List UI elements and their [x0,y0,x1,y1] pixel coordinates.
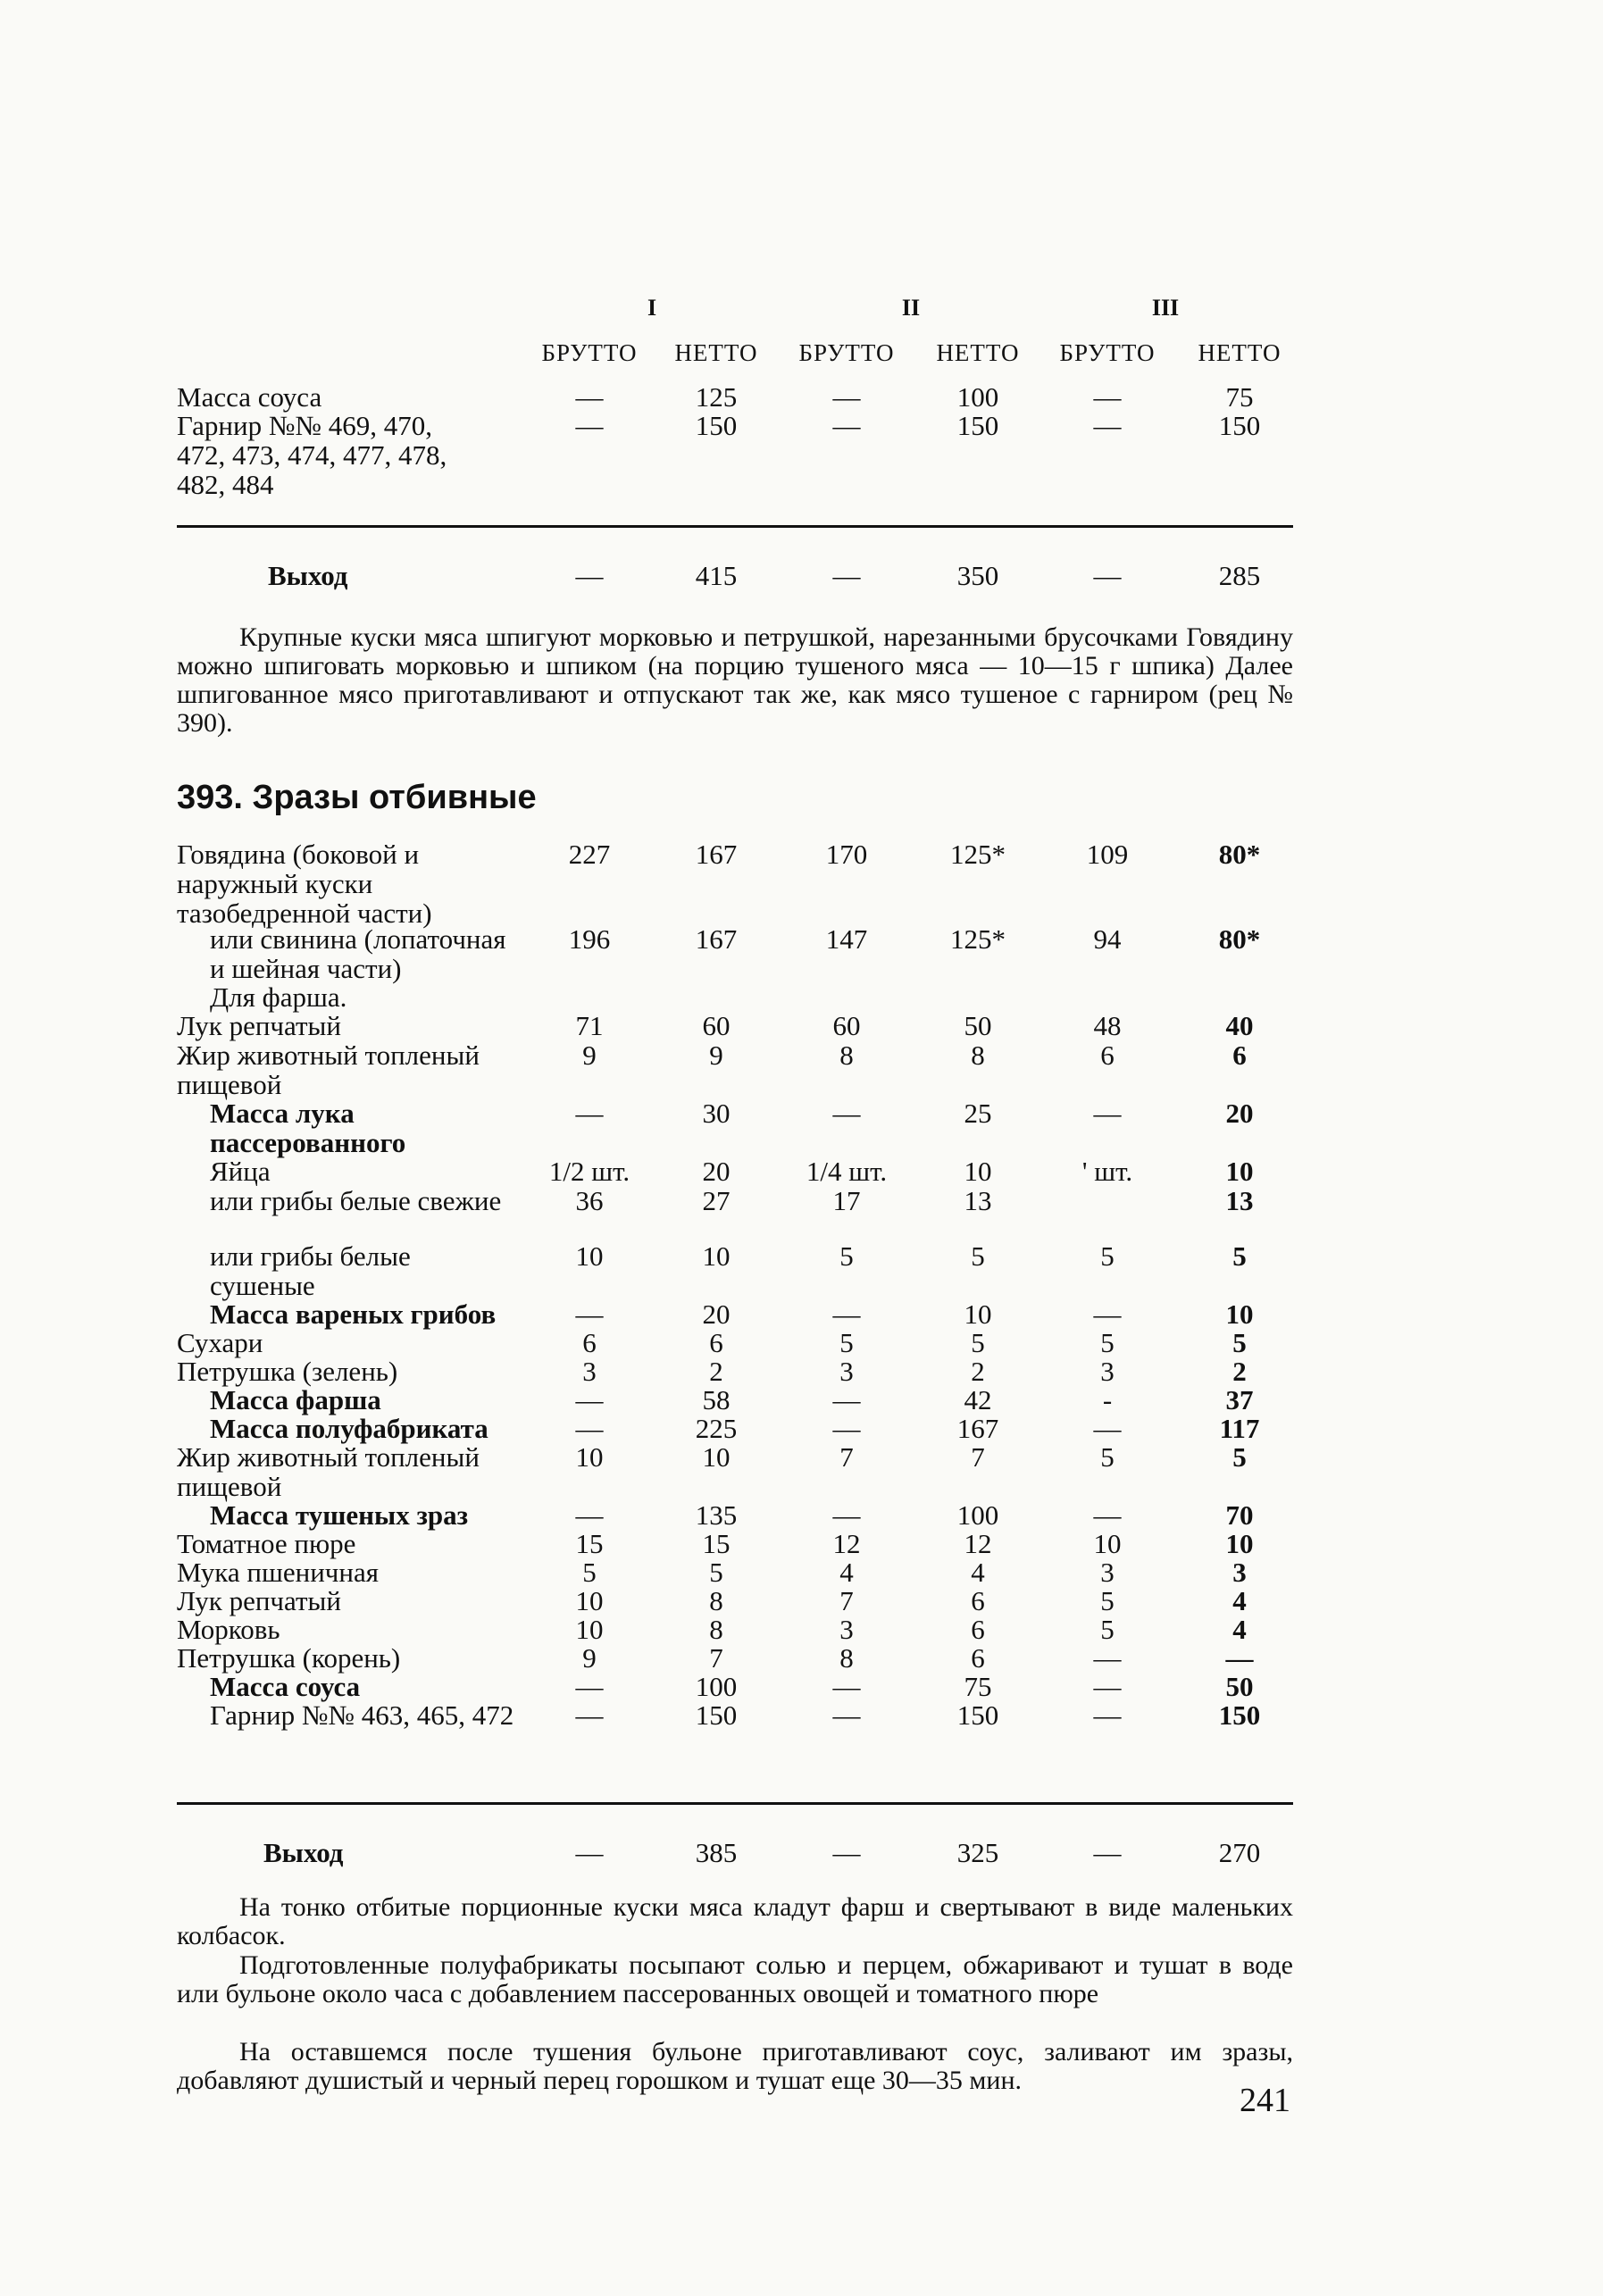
row-value: — [575,1699,604,1731]
row-value: 36 [575,1185,604,1216]
row-value: 40 [1225,1010,1254,1041]
row-value: 8 [971,1039,985,1071]
row-value: 3 [582,1356,597,1387]
row-value: — [1093,1837,1122,1868]
row-value: 5 [971,1240,985,1272]
row-value: 10 [702,1441,731,1473]
row-value: — [832,381,861,413]
row-label: Выход [263,1837,344,1868]
row-label: Для фарша. [210,981,347,1013]
row-value: 58 [702,1384,731,1415]
row-value: 80* [1218,839,1261,870]
row-value: 37 [1225,1384,1254,1415]
row-value: - [1102,1384,1113,1415]
row-value: — [575,1298,604,1330]
row-value: — [575,1413,604,1444]
row-value: 71 [575,1010,604,1041]
row-value: 94 [1093,923,1122,955]
row-label: Масса тушеных зраз [210,1499,469,1531]
row-value: 100 [956,381,999,413]
row-value: 117 [1219,1413,1260,1444]
row-value: 415 [695,560,738,591]
row-value: 12 [832,1528,861,1559]
row-value: 20 [702,1156,731,1187]
row-value: — [832,1413,861,1444]
paragraph-top [177,623,1293,738]
paragraph-bottom-3 [177,2038,1293,2095]
row-value: 5 [1100,1614,1115,1645]
row-label: Петрушка (корень) [177,1642,401,1674]
row-value: 10 [1225,1528,1254,1559]
recipe-table-rule [177,1802,1293,1805]
row-value: 147 [825,923,868,955]
row-value: 15 [575,1528,604,1559]
row-value: 2 [709,1356,723,1387]
row-value: 48 [1093,1010,1122,1041]
row-value: 9 [582,1642,597,1674]
row-value: 5 [1100,1585,1115,1616]
row-value: — [575,1098,604,1129]
portion-header-2: II [901,295,921,321]
row-label: Масса соуса [210,1671,361,1702]
row-value: — [575,410,604,441]
row-value: 12 [964,1528,992,1559]
row-value: — [1093,1298,1122,1330]
portion-header-3: III [1151,295,1180,321]
row-value: — [575,560,604,591]
paragraph-bottom-2-text: Подготовленные полуфабрикаты посыпают солью и перцем, обжаривают и тушат в воде или бульоне около часа с добавлением пассерованных овощей и томатного пюре [177,1950,1293,2008]
row-value: 50 [1225,1671,1254,1702]
row-value: 6 [709,1327,723,1358]
row-value: 6 [1100,1039,1115,1071]
row-value: — [1093,1413,1122,1444]
row-value: 270 [1218,1837,1261,1868]
row-value: 2 [971,1356,985,1387]
row-label: Масса вареных грибов [210,1298,497,1330]
row-value: 5 [1232,1327,1247,1358]
row-value: 10 [1225,1156,1254,1187]
row-value: 10 [964,1298,992,1330]
row-value: 170 [825,839,868,870]
row-value: 4 [1232,1614,1247,1645]
row-value: 4 [1232,1585,1247,1616]
row-value: 60 [702,1010,731,1041]
row-value: 100 [695,1671,738,1702]
row-value: 150 [695,1699,738,1731]
paragraph-bottom-1-text: На тонко отбитые порционные куски мяса кладут фарш и свертывают в виде маленьких колбасок. [177,1892,1293,1950]
row-value: 5 [971,1327,985,1358]
row-value: — [832,1384,861,1415]
row-value: 9 [709,1039,723,1071]
row-value: — [832,410,861,441]
row-value: 17 [832,1185,861,1216]
row-value: 5 [1232,1240,1247,1272]
row-value: 10 [575,1614,604,1645]
col-header-brutto-2: БРУТТО [798,339,895,366]
row-value: — [832,1298,861,1330]
row-value: 5 [839,1327,854,1358]
row-value: 13 [1225,1185,1254,1216]
row-value: 20 [702,1298,731,1330]
row-value: 7 [839,1585,854,1616]
row-value: 150 [695,410,738,441]
row-label: Масса полуфабриката [210,1413,488,1444]
row-value: ' шт. [1081,1156,1133,1187]
row-value: 5 [709,1557,723,1588]
row-value: — [1093,1671,1122,1702]
row-label: или грибы белые сушеные [210,1240,411,1301]
row-value: — [575,381,604,413]
row-value: 7 [839,1441,854,1473]
row-value: 1/2 шт. [548,1156,630,1187]
page-number: 241 [1240,2082,1290,2119]
row-label: Гарнир №№ 463, 465, 472 [210,1699,514,1731]
row-label: Жир животный топленый пищевой [177,1039,480,1100]
row-value: 60 [832,1010,861,1041]
row-value: 75 [964,1671,992,1702]
row-value: 8 [709,1614,723,1645]
row-label: Масса лука пассерованного [210,1098,406,1158]
col-header-brutto-1: БРУТТО [541,339,638,366]
row-value: 15 [702,1528,731,1559]
row-value: 5 [1100,1327,1115,1358]
row-value: 3 [839,1614,854,1645]
row-value: 13 [964,1185,992,1216]
row-value: 10 [1225,1298,1254,1330]
row-value: 5 [1100,1441,1115,1473]
row-value: 150 [956,410,999,441]
row-value: — [1093,1699,1122,1731]
row-value: 325 [956,1837,999,1868]
row-value: 3 [1100,1356,1115,1387]
row-value: 225 [695,1413,738,1444]
row-value: 42 [964,1384,992,1415]
row-value: 5 [1100,1240,1115,1272]
row-value: 27 [702,1185,731,1216]
row-value: 100 [956,1499,999,1531]
col-header-netto-3: НЕТТО [1198,339,1282,366]
row-value: 150 [1218,1699,1261,1731]
row-value: 350 [956,560,999,591]
paragraph-top-text: Крупные куски мяса шпигуют морковью и петрушкой, нарезанными брусочками Говядину можно шпиговать морковью и шпиком (на порцию тушеного мяса — 10—15 г шпика) Далее шпигованное мясо приготавливают и отпускают так же, как мясо тушеное с гарниром (рец № 390). [177,622,1293,738]
row-value: 125 [695,381,738,413]
row-value: 50 [964,1010,992,1041]
row-value: 10 [575,1240,604,1272]
row-value: 5 [839,1240,854,1272]
row-value: 6 [1232,1039,1247,1071]
row-value: — [832,1671,861,1702]
row-label: Мука пшеничная [177,1557,379,1588]
row-value: 3 [1232,1557,1247,1588]
row-value: 30 [702,1098,731,1129]
row-label: Жир животный топленый пищевой [177,1441,480,1502]
row-value: 167 [695,923,738,955]
row-value: 10 [964,1156,992,1187]
top-table-rule [177,525,1293,528]
row-label: Морковь [177,1614,280,1645]
recipe-title: 393. Зразы отбивные [177,779,537,816]
row-value: 8 [709,1585,723,1616]
row-value: 5 [582,1557,597,1588]
row-value: 125* [950,923,1006,955]
row-value: — [1093,1642,1122,1674]
row-value: — [575,1671,604,1702]
row-value: 20 [1225,1098,1254,1129]
col-header-brutto-3: БРУТТО [1059,339,1156,366]
row-value: 6 [971,1585,985,1616]
row-value: 150 [956,1699,999,1731]
row-label: Сухари [177,1327,263,1358]
row-value: — [575,1384,604,1415]
portion-header-1: I [647,295,657,321]
row-label: или свинина (лопаточная и шейная части) [210,923,506,984]
row-value: 285 [1218,560,1261,591]
row-value: 8 [839,1642,854,1674]
row-value: — [1225,1642,1254,1674]
row-value: 196 [568,923,611,955]
row-value: 5 [1232,1441,1247,1473]
row-label: Масса фарша [210,1384,381,1415]
row-value: 6 [971,1642,985,1674]
col-header-netto-1: НЕТТО [674,339,758,366]
row-value: — [575,1837,604,1868]
row-value: 4 [971,1557,985,1588]
col-header-netto-2: НЕТТО [936,339,1020,366]
row-value: 8 [839,1039,854,1071]
row-label: или грибы белые свежие [210,1185,502,1216]
row-value: 4 [839,1557,854,1588]
row-label: Выход [268,560,348,591]
row-value: 385 [695,1837,738,1868]
row-label: Гарнир №№ 469, 470, 472, 473, 474, 477, 478, 482, 484 [177,410,447,500]
row-label: Петрушка (зелень) [177,1356,398,1387]
row-value: — [1093,1499,1122,1531]
row-value: — [832,1837,861,1868]
row-value: 10 [575,1441,604,1473]
row-value: — [832,560,861,591]
paragraph-bottom-3-text: На оставшемся после тушения бульоне приготавливают соус, заливают им зразы, добавляют душистый и черный перец горошком и тушат еще 30—35 мин. [177,2037,1293,2095]
row-value: 6 [971,1614,985,1645]
row-value: 70 [1225,1499,1254,1531]
row-value: 7 [971,1441,985,1473]
row-value: 80* [1218,923,1261,955]
row-label: Лук репчатый [177,1585,341,1616]
row-value: 167 [695,839,738,870]
row-value: 1/4 шт. [806,1156,888,1187]
paragraph-bottom-1 [177,1893,1293,1950]
row-value: 3 [1100,1557,1115,1588]
row-value: 3 [839,1356,854,1387]
row-value: 125* [950,839,1006,870]
row-label: Масса соуса [177,381,322,413]
row-value: — [1093,560,1122,591]
row-value: — [832,1699,861,1731]
row-label: Томатное пюре [177,1528,356,1559]
row-value: 10 [575,1585,604,1616]
row-label: Лук репчатый [177,1010,341,1041]
row-value: 167 [956,1413,999,1444]
row-value: — [832,1098,861,1129]
row-label: Яйца [210,1156,271,1187]
row-value: — [832,1499,861,1531]
row-value: 227 [568,839,611,870]
row-value: 10 [702,1240,731,1272]
row-value: 109 [1086,839,1129,870]
row-value: — [1093,381,1122,413]
row-value: 9 [582,1039,597,1071]
paragraph-bottom-2 [177,1951,1293,2008]
row-value: 7 [709,1642,723,1674]
row-value: — [1093,410,1122,441]
row-value: 2 [1232,1356,1247,1387]
row-value: 25 [964,1098,992,1129]
row-value: 10 [1093,1528,1122,1559]
row-value: — [575,1499,604,1531]
row-value: 6 [582,1327,597,1358]
row-value: 75 [1225,381,1254,413]
row-value: 135 [695,1499,738,1531]
row-value: — [1093,1098,1122,1129]
row-value: 150 [1218,410,1261,441]
row-label: Говядина (боковой и наружный куски тазобедренной части) [177,839,432,929]
